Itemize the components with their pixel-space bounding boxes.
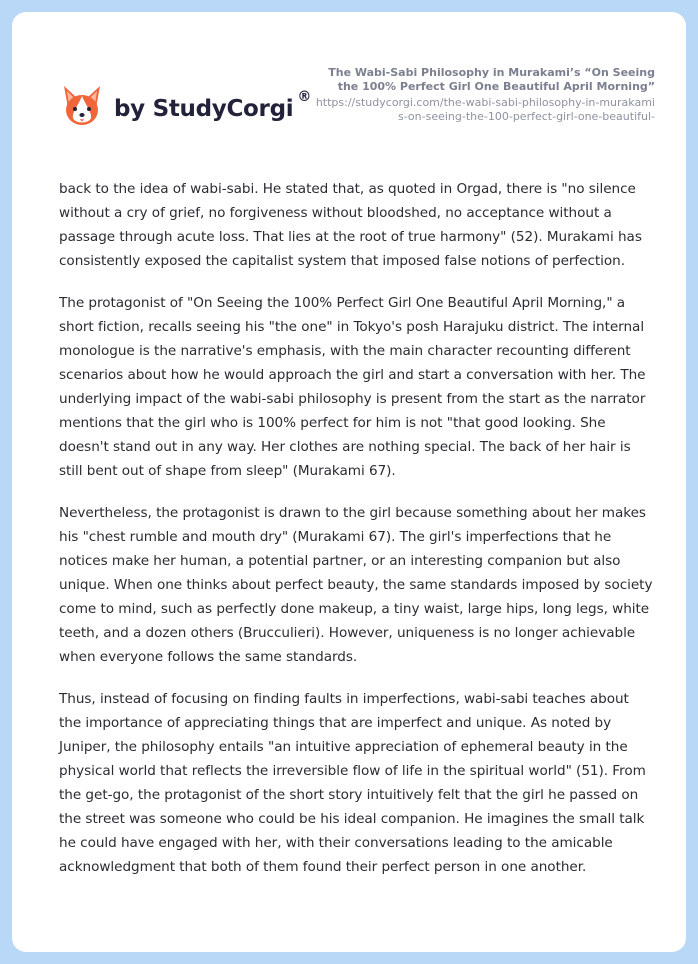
paragraph: The protagonist of "On Seeing the 100% Perfect Girl One Beautiful April Morning," a short fiction, recalls seeing his "the one" in Tokyo's posh Harajuku district. The internal monologue is the narrative's emphasis, with the main character recounting different scenarios about how he would approach the girl and start a conversation with her. The underlying impact of the wabi-sabi philosophy is present from the start as the narrator mentions that the girl who is 100% perfect for him is not "that good looking. She doesn't stand out in any way. Her clothes are nothing special. The back of her hair is still bent out of shape from sleep" (Murakami 67). <box>59 295 646 479</box>
paragraph: Thus, instead of focusing on finding faults in imperfections, wabi-sabi teaches about the importance of appreciating things that are imperfect and unique. As noted by Juniper, the philosophy entails "an intuitive appreciation of ephemeral beauty in the physical world that reflects the irreversible flow of life in the spiritual world" (51). From the get-go, the protagonist of the short story intuitively felt that the girl he passed on the street was someone who could be his ideal companion. He imagines the small talk he could have engaged with her, with their conversations leading to the amicable acknowledgment that both of them found their perfect person in one another. <box>59 691 646 875</box>
paragraph: back to the idea of wabi-sabi. He stated that, as quoted in Orgad, there is "no silence without a cry of grief, no forgiveness without bloodshed, no acceptance without a passage through acute loss. That lies at the root of true harmony" (52). Murakami has consistently exposed the capitalist system that imposed false notions of perfection. <box>59 181 642 269</box>
source-url[interactable]: https://studycorgi.com/the-wabi-sabi-philosophy-in-murakamis-on-seeing-the-100-perfect-girl-one-beautiful- <box>315 96 655 123</box>
document-page <box>12 12 686 952</box>
document-title: The Wabi-Sabi Philosophy in Murakami’s “On Seeing the 100% Perfect Girl One Beautiful April Morning” <box>328 66 655 93</box>
document-header <box>315 66 655 124</box>
studycorgi-logo[interactable] <box>60 76 311 136</box>
document-body <box>59 177 655 897</box>
registered-mark: ® <box>297 89 312 105</box>
corgi-head-icon <box>60 82 104 130</box>
brand-name: by StudyCorgi <box>114 96 294 122</box>
paragraph: Nevertheless, the protagonist is drawn to the girl because something about her makes his "chest rumble and mouth dry" (Murakami 67). The girl's imperfections that he notices make her human, a potential partner, or an interesting companion but also unique. When one thinks about perfect beauty, the same standards imposed by society come to mind, such as perfectly done makeup, a tiny waist, large hips, long legs, white teeth, and a dozen others (Brucculieri). However, uniqueness is no longer achievable when everyone follows the same standards. <box>59 505 653 665</box>
